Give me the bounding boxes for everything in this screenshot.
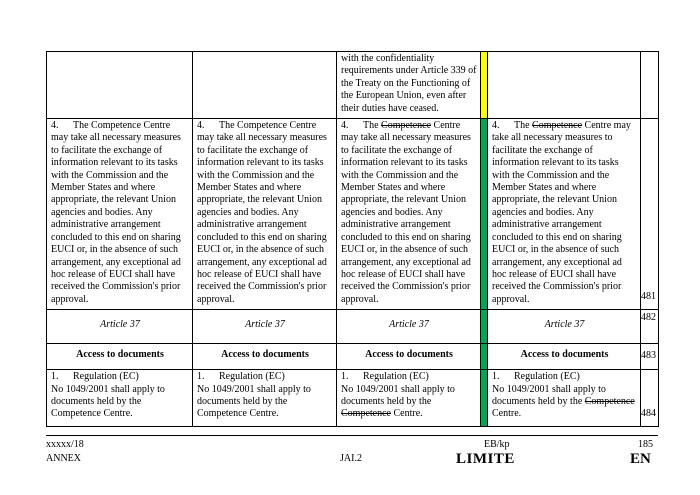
table-row-481	[47, 119, 659, 310]
text-pre: The	[514, 120, 533, 132]
cell-col3	[337, 370, 481, 427]
table-row-484	[47, 370, 659, 427]
strikethrough-text: Competence	[532, 120, 583, 132]
footer-ref: xxxxx/18	[46, 439, 84, 450]
strikethrough-text: Competence	[584, 395, 635, 407]
cell-col1	[47, 370, 193, 427]
cell-col3	[337, 52, 481, 119]
para-number: 1.	[51, 371, 59, 383]
cell-article-heading: Article 37	[337, 310, 481, 344]
para-number: 4.	[197, 120, 205, 132]
row-number: 483	[641, 344, 659, 370]
para-number: 4.	[492, 120, 500, 132]
cell-col1	[47, 119, 193, 310]
cell-text: The Competence Centre may take all necessary measures to facilitate the exchange of information relevant to its tasks with the Commission and the Member States and where appropriate, the relevant Union agencies and bodies. Any administrative arrangement concluded to this end on sharing EUCI or, in the absence of such arrangement, any exceptional ad hoc release of EUCI shall have received the Commission's prior approval.	[197, 120, 327, 305]
marker-yellow	[481, 52, 488, 119]
cell-section-title: Access to documents	[337, 344, 481, 370]
text-post: Centre may take all necessary measures to facilitate the exchange of information relevant to its tasks with the Commission and the Member States and where appropriate, the relevant Union agencies and bodies. Any administrative arrangement concluded to this end on sharing EUCI or, in the absence of such arrangement, any exceptional ad hoc release of EUCI shall have received the Commission's prior approval.	[341, 120, 471, 305]
row-number: 484	[641, 370, 659, 427]
cell-text: with the confidentiality requirements under Article 339 of the Treaty on the Functioning of the European Union, even after their duties have ceased.	[341, 53, 477, 114]
cell-section-title: Access to documents	[47, 344, 193, 370]
para-number: 4.	[51, 120, 59, 132]
cell-col2	[193, 119, 337, 310]
para-number: 4.	[341, 120, 349, 132]
text-post: Centre.	[492, 408, 522, 420]
para-number: 1.	[341, 371, 349, 383]
cell-section-title: Access to documents	[488, 344, 641, 370]
footer-unit: JAI.2	[340, 453, 362, 464]
cell-text: No 1049/2001 shall apply to documents held by the Competence Centre.	[197, 383, 311, 420]
cell-article-heading: Article 37	[488, 310, 641, 344]
cell-head: Regulation (EC)	[514, 371, 580, 383]
text-pre: The	[363, 120, 382, 132]
strikethrough-text: Competence	[381, 120, 432, 132]
marker-green	[481, 310, 488, 344]
cell-head: Regulation (EC)	[363, 371, 429, 383]
cell-col1	[47, 52, 193, 119]
table-row-483	[47, 344, 659, 370]
language-code: EN	[630, 451, 651, 467]
marker-green	[481, 344, 488, 370]
row-number: 482	[641, 310, 659, 344]
footer-annex: ANNEX	[46, 453, 81, 464]
cell-head: Regulation (EC)	[73, 371, 139, 383]
page-number: 185	[638, 439, 653, 450]
row-number: 481	[641, 119, 659, 310]
cell-col5	[488, 52, 641, 119]
cell-col3	[337, 119, 481, 310]
cell-col2	[193, 370, 337, 427]
comparison-table	[46, 51, 659, 427]
cell-text: The Competence Centre may take all necessary measures to facilitate the exchange of information relevant to its tasks with the Commission and the Member States and where appropriate, the relevant Union agencies and bodies. Any administrative arrangement concluded to this end on sharing EUCI or, in the absence of such arrangement, any exceptional ad hoc release of EUCI shall have received the Commission's prior approval.	[51, 120, 181, 305]
classification-marking: LIMITE	[456, 451, 515, 467]
cell-section-title: Access to documents	[193, 344, 337, 370]
cell-text: No 1049/2001 shall apply to documents held by the Competence Centre.	[51, 383, 165, 420]
cell-article-heading: Article 37	[193, 310, 337, 344]
para-number: 1.	[492, 371, 500, 383]
table-row-continuation	[47, 52, 659, 119]
text-pre: No 1049/2001 shall apply to documents held by the	[492, 383, 606, 407]
marker-green	[481, 119, 488, 310]
strikethrough-text: Competence	[341, 408, 391, 420]
cell-col5	[488, 119, 641, 310]
text-pre: No 1049/2001 shall apply to documents held by the	[341, 383, 455, 407]
cell-head: Regulation (EC)	[219, 371, 285, 383]
text-post: Centre may take all necessary measures to facilitate the exchange of information relevant to its tasks with the Commission and the Member States and where appropriate, the relevant Union agencies and bodies. Any administrative arrangement concluded to this end on sharing EUCI or, in the absence of such arrangement, any exceptional ad hoc release of EUCI shall have received the Commission's prior approval.	[492, 120, 631, 305]
text-post: Centre.	[390, 408, 423, 420]
cell-article-heading: Article 37	[47, 310, 193, 344]
marker-green	[481, 370, 488, 427]
table-row-482	[47, 310, 659, 344]
cell-col5	[488, 370, 641, 427]
para-number: 1.	[197, 371, 205, 383]
footer-initials: EB/kp	[484, 439, 510, 450]
cell-col2	[193, 52, 337, 119]
row-number	[641, 52, 659, 119]
footer-divider	[46, 435, 658, 436]
